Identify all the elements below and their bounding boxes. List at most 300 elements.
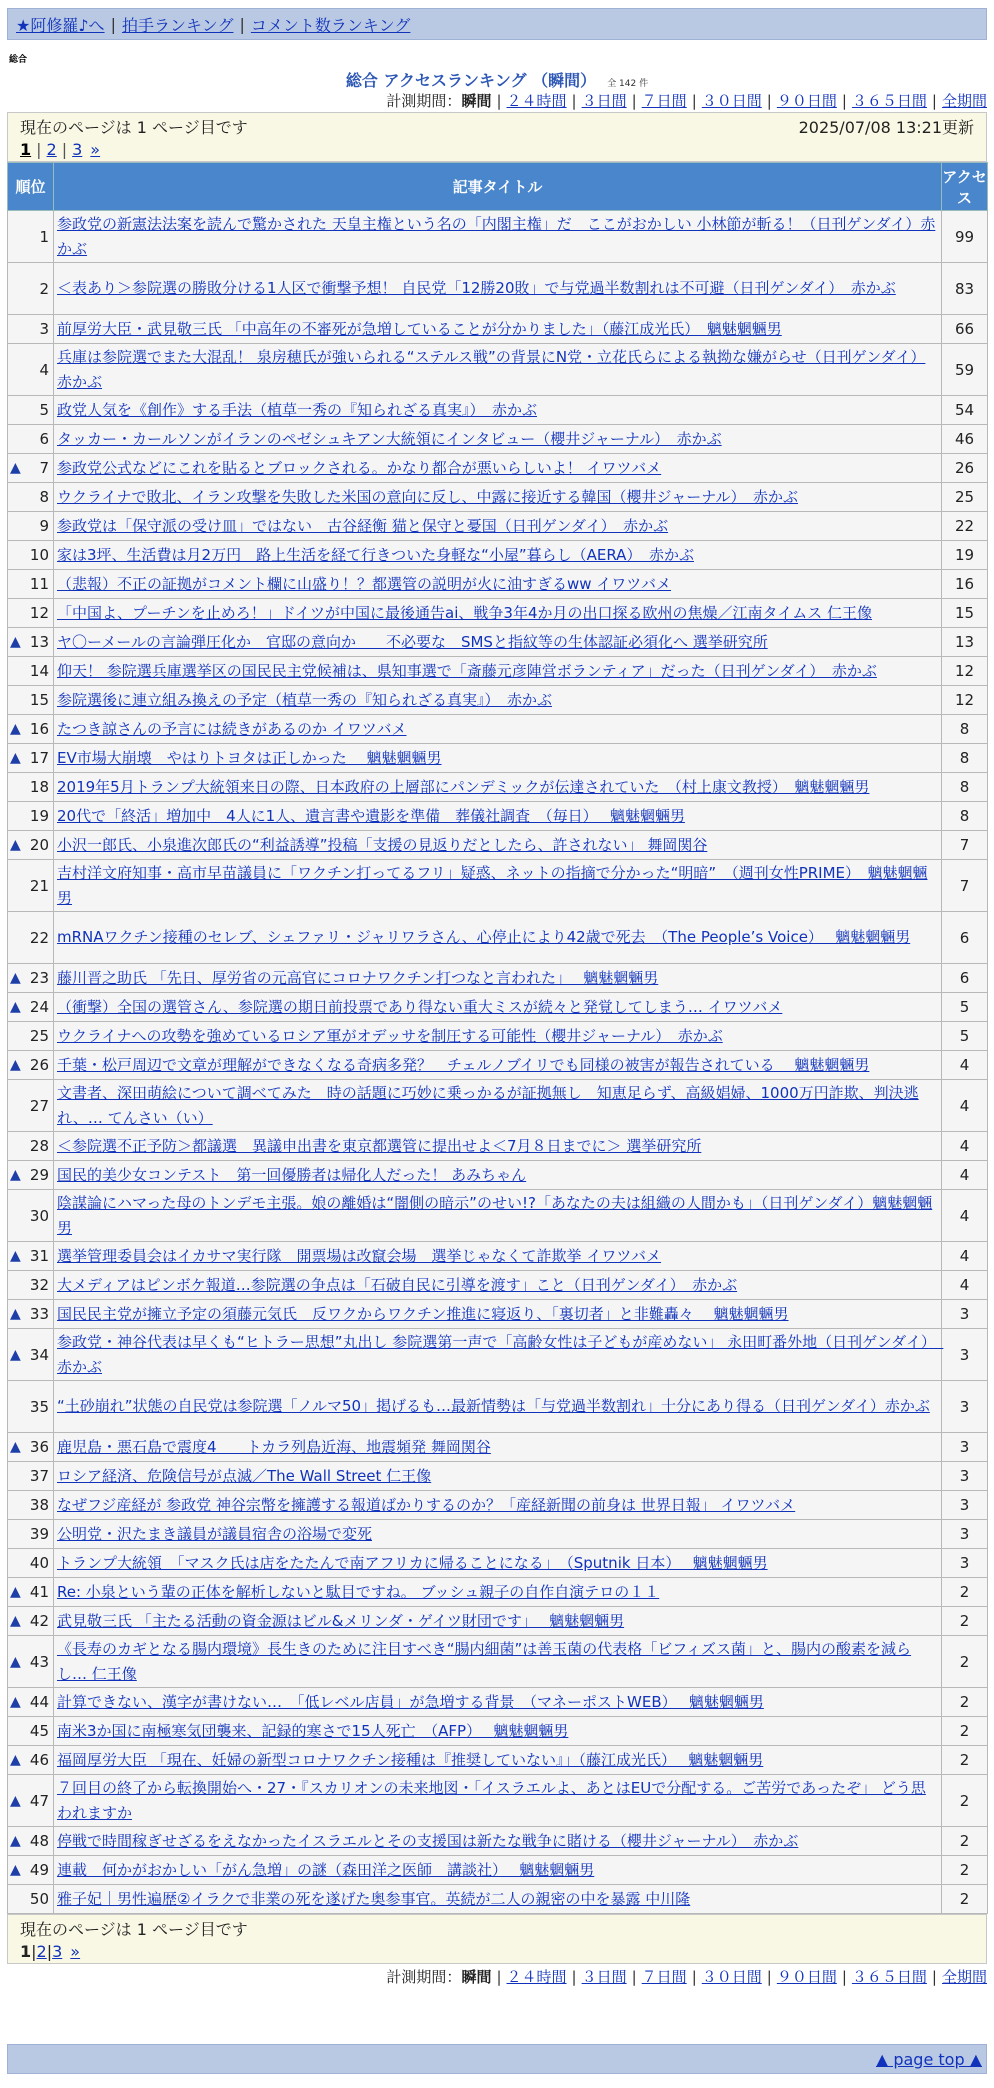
rank-cell <box>8 912 54 964</box>
rank-cell <box>8 599 54 628</box>
title-cell <box>54 1636 942 1688</box>
rank-cell <box>8 425 54 454</box>
article-link[interactable]: 参院選後に連立組み換えの予定（植草一秀の『知られざる真実』） 赤かぶ <box>57 691 553 709</box>
access-count: 4 <box>942 1271 988 1300</box>
pager-links <box>20 1939 974 1963</box>
table-row <box>8 1462 988 1491</box>
rank-number: 44 <box>29 1693 49 1711</box>
pager-separator: | <box>36 139 42 159</box>
article-link[interactable]: ＜参院選不正予防＞都議選 異議申出書を東京都選管に提出せよ＜7月８日までに＞ 選挙研究所 <box>57 1137 702 1155</box>
access-count: 2 <box>942 1775 988 1827</box>
pager-top <box>7 112 987 162</box>
title-cell <box>54 1271 942 1300</box>
rank-number: 13 <box>29 633 49 651</box>
access-count: 4 <box>942 1080 988 1132</box>
article-link[interactable]: 参政党は「保守派の受け皿」ではない 古谷経衡 猫と保守と憂国（日刊ゲンダイ） 赤かぶ <box>57 517 669 535</box>
access-count: 19 <box>942 541 988 570</box>
rank-number: 24 <box>29 998 49 1016</box>
rank-number: 11 <box>29 575 49 593</box>
title-cell <box>54 744 942 773</box>
table-row <box>8 263 988 315</box>
period-separator: | <box>766 92 772 110</box>
article-link[interactable]: ウクライナで敗北、イラン攻撃を失敗した米国の意向に反し、中露に接近する韓国（櫻井ジャーナル） 赤かぶ <box>57 488 799 506</box>
access-count: 25 <box>942 483 988 512</box>
table-row <box>8 599 988 628</box>
pager-status: 現在のページは 1 ページ目です <box>20 1919 248 1939</box>
table-row <box>8 1051 988 1080</box>
pager-bottom <box>7 1914 987 1964</box>
comment-ranking-link[interactable]: コメント数ランキング <box>250 15 411 35</box>
pager-current-page: 1 <box>20 1941 32 1961</box>
period-separator: | <box>496 92 502 110</box>
period-link-4[interactable]: ９０日間 <box>776 92 837 110</box>
period-separator: | <box>841 1968 847 1986</box>
title-cell <box>54 1688 942 1717</box>
access-count: 83 <box>942 263 988 315</box>
article-link[interactable]: ロシア経済、危険信号が点滅／The Wall Street 仁王像 <box>57 1467 432 1485</box>
period-link-4[interactable]: ９０日間 <box>776 1968 837 1986</box>
rank-number: 10 <box>29 546 49 564</box>
table-row <box>8 831 988 860</box>
rank-number: 42 <box>29 1612 49 1630</box>
rank-number: 29 <box>29 1166 49 1184</box>
rank-number: 18 <box>29 778 49 796</box>
table-row <box>8 1491 988 1520</box>
article-link[interactable]: 《長寿のカギとなる腸内環境》長生きのために注目すべき“腸内細菌”は善玉菌の代表格「ビフィズス菌」と、腸内の酸素を減らし… 仁王像 <box>57 1639 912 1683</box>
period-current: 瞬間 <box>461 92 492 110</box>
access-count: 8 <box>942 802 988 831</box>
period-separator: | <box>766 1968 772 1986</box>
article-link[interactable]: 参政党・神谷代表は早くも“ヒトラー思想”丸出し 参院選第一声で「高齢女性は子どもが産めない」 永田町番外地（日刊ゲンダイ） 赤かぶ <box>57 1332 944 1376</box>
article-link[interactable]: （悲報）不正の証拠がコメント欄に山盛り！？都選管の説明が火に油すぎるww イワツバメ <box>57 575 672 593</box>
period-link-0[interactable]: ２４時間 <box>506 92 567 110</box>
rank-up-icon: ▲ <box>10 1584 21 1600</box>
access-count: 3 <box>942 1329 988 1381</box>
table-row <box>8 1132 988 1161</box>
rank-number: 25 <box>29 1027 49 1045</box>
access-count: 8 <box>942 715 988 744</box>
rank-up-icon: ▲ <box>10 837 21 853</box>
article-link[interactable]: 参政党の新憲法法案を読んで驚かされた 天皇主権という名の「内閣主権」だ ここがおかしい 小林節が斬る！（日刊ゲンダイ）赤かぶ <box>57 214 936 258</box>
table-row <box>8 211 988 263</box>
title-cell <box>54 964 942 993</box>
title-cell <box>54 599 942 628</box>
table-row <box>8 1329 988 1381</box>
article-link[interactable]: 公明党・沢たまき議員が議員宿舎の浴場で変死 <box>57 1525 373 1543</box>
article-link[interactable]: mRNAワクチン接種のセレブ、シェファリ・ジャリワラさん、心停止により42歳で死去 （The People’s Voice） 魑魅魍魎男 <box>57 928 911 946</box>
title-cell <box>54 483 942 512</box>
site-label: 総合 <box>9 55 28 65</box>
rank-cell <box>8 344 54 396</box>
table-row <box>8 802 988 831</box>
table-row <box>8 1381 988 1433</box>
bottom-bar <box>7 2044 987 2074</box>
access-count: 6 <box>942 912 988 964</box>
title-cell <box>54 454 942 483</box>
rank-cell <box>8 570 54 599</box>
period-link-3[interactable]: ３０日間 <box>701 92 762 110</box>
rank-cell <box>8 1688 54 1717</box>
table-row <box>8 1433 988 1462</box>
pager-page-link[interactable]: 2 <box>36 1941 47 1961</box>
article-link[interactable]: たつき諒さんの予言には続きがあるのか イワツバメ <box>57 720 407 738</box>
rank-cell <box>8 1775 54 1827</box>
access-count: 4 <box>942 1132 988 1161</box>
period-separator: | <box>841 92 847 110</box>
table-row <box>8 1520 988 1549</box>
rank-cell <box>8 512 54 541</box>
table-row <box>8 1161 988 1190</box>
period-selector <box>7 90 987 112</box>
period-separator: | <box>496 1968 502 1986</box>
article-link[interactable]: 参政党公式などにこれを貼るとブロックされる。かなり都合が悪いらしいよ！ イワツバメ <box>57 459 662 477</box>
access-count: 5 <box>942 1022 988 1051</box>
title-cell <box>54 263 942 315</box>
table-row <box>8 1300 988 1329</box>
title-cell <box>54 802 942 831</box>
article-link[interactable]: 「中国よ、プーチンを止めろ！」ドイツが中国に最後通告ai、戦争3年4か月の出口探る欧州の焦燥／江南タイムス 仁王像 <box>57 604 872 622</box>
article-link[interactable]: 鹿児島・悪石島で震度4 トカラ列島近海、地震頻発 舞岡関谷 <box>57 1438 491 1456</box>
article-link[interactable]: 仰天！ 参院選兵庫選挙区の国民民主党候補は、県知事選で「斎藤元彦陣営ボランティア」だった（日刊ゲンダイ） 赤かぶ <box>57 662 877 680</box>
rank-up-icon: ▲ <box>10 1792 21 1809</box>
article-link[interactable]: 小沢一郎氏、小泉進次郎氏の“利益誘導”投稿「支援の見返りだとしたら、許されない」 舞岡関谷 <box>57 836 708 854</box>
access-count: 12 <box>942 686 988 715</box>
period-selector-bottom <box>7 1966 987 1988</box>
ranking-table <box>7 162 988 1914</box>
rank-cell <box>8 1080 54 1132</box>
rank-up-icon: ▲ <box>10 1439 21 1455</box>
col-rank-header: 順位 <box>8 163 54 211</box>
table-row <box>8 425 988 454</box>
period-link-1[interactable]: ３日間 <box>581 92 627 110</box>
rank-cell <box>8 1190 54 1242</box>
title-cell <box>54 1300 942 1329</box>
period-link-5[interactable]: ３６５日間 <box>851 92 927 110</box>
title-cell <box>54 628 942 657</box>
rank-cell <box>8 1462 54 1491</box>
rank-number: 35 <box>29 1397 49 1416</box>
rank-number: 15 <box>29 691 49 709</box>
title-cell <box>54 686 942 715</box>
rank-number: 7 <box>39 459 49 477</box>
rank-up-icon: ▲ <box>10 721 21 737</box>
rank-cell <box>8 831 54 860</box>
rank-cell <box>8 1051 54 1080</box>
article-link[interactable]: 選挙管理委員会はイカサマ実行隊 開票場は改竄会場 選挙じゃなくて詐欺挙 イワツバメ <box>57 1247 662 1265</box>
rank-number: 36 <box>29 1438 49 1456</box>
pager-page-link[interactable]: 2 <box>46 139 57 159</box>
article-link[interactable]: “土砂崩れ”状態の自民党は参院選「ノルマ50」掲げるも…最新情勢は「与党過半数割れ」十分にあり得る（日刊ゲンダイ）赤かぶ <box>57 1397 930 1415</box>
col-access-header: アクセス <box>942 163 988 211</box>
article-link[interactable]: 兵庫は参院選でまた大混乱！ 泉房穂氏が強いられる“ステルス戦”の背景にN党・立花氏らによる執拗な嫌がらせ（日刊ゲンダイ）赤かぶ <box>57 347 926 391</box>
rank-cell <box>8 396 54 425</box>
table-row <box>8 993 988 1022</box>
access-count: 7 <box>942 860 988 912</box>
pager-current-page: 1 <box>20 139 32 159</box>
rank-number: 12 <box>29 604 49 622</box>
rank-number: 1 <box>39 227 49 246</box>
title-cell <box>54 1607 942 1636</box>
ranking-header <box>7 68 987 90</box>
title-cell <box>54 1433 942 1462</box>
rank-cell <box>8 454 54 483</box>
rank-number: 20 <box>29 836 49 854</box>
table-row <box>8 1607 988 1636</box>
title-cell <box>54 1491 942 1520</box>
period-link-6[interactable]: 全期間 <box>941 92 987 110</box>
article-link[interactable]: 千葉・松戸周辺で文章が理解ができなくなる奇病多発？ チェルノブイリでも同様の被害が報告されている 魑魅魍魎男 <box>57 1056 870 1074</box>
table-row <box>8 1080 988 1132</box>
access-count: 13 <box>942 628 988 657</box>
table-row <box>8 715 988 744</box>
rank-number: 16 <box>29 720 49 738</box>
article-link[interactable]: Re: 小泉という輩の正体を解析しないと駄目ですね。 ブッシュ親子の自作自演テロの１１ <box>57 1583 660 1601</box>
article-link[interactable]: ＜表あり＞参院選の勝敗分ける1人区で衝撃予想！ 自民党「12勝20敗」で与党過半数割れは不可避（日刊ゲンダイ） 赤かぶ <box>57 279 896 297</box>
rank-cell <box>8 1271 54 1300</box>
title-cell <box>54 1190 942 1242</box>
period-separator: | <box>571 1968 577 1986</box>
title-cell <box>54 1022 942 1051</box>
period-link-0[interactable]: ２４時間 <box>506 1968 567 1986</box>
access-count: 3 <box>942 1549 988 1578</box>
title-cell <box>54 1242 942 1271</box>
title-cell <box>54 1051 942 1080</box>
rank-number: 38 <box>29 1496 49 1514</box>
rank-cell <box>8 964 54 993</box>
access-count: 3 <box>942 1491 988 1520</box>
article-link[interactable]: 南米3か国に南極寒気団襲来、記録的寒さで15人死亡 （AFP） 魑魅魍魎男 <box>57 1722 569 1740</box>
access-count: 3 <box>942 1433 988 1462</box>
pager-separator: | <box>31 1941 37 1961</box>
table-row <box>8 1746 988 1775</box>
period-link-2[interactable]: ７日間 <box>641 92 687 110</box>
access-count: 2 <box>942 1856 988 1885</box>
period-current: 瞬間 <box>461 1968 492 1986</box>
article-link[interactable]: 大メディアはピンボケ報道…参院選の争点は「石破自民に引導を渡す」こと（日刊ゲンダイ） 赤かぶ <box>57 1276 738 1294</box>
access-count: 2 <box>942 1607 988 1636</box>
table-row <box>8 1827 988 1856</box>
rank-up-icon: ▲ <box>10 1057 21 1073</box>
table-row <box>8 454 988 483</box>
rank-cell <box>8 1827 54 1856</box>
rank-up-icon: ▲ <box>10 999 21 1015</box>
table-row <box>8 744 988 773</box>
article-link[interactable]: （衝撃）全国の選管さん、参院選の期日前投票であり得ない重大ミスが続々と発覚してしまう… イワツバメ <box>57 998 783 1016</box>
access-count: 2 <box>942 1827 988 1856</box>
rank-number: 4 <box>39 360 49 379</box>
rank-cell <box>8 1433 54 1462</box>
article-link[interactable]: ウクライナへの攻勢を強めているロシア軍がオデッサを制圧する可能性（櫻井ジャーナル） 赤かぶ <box>57 1027 723 1045</box>
article-link[interactable]: 藤川晋之助氏 「先日、厚労省の元高官にコロナワクチン打つなと言われた」 魑魅魍魎男 <box>57 969 659 987</box>
table-row <box>8 964 988 993</box>
rank-number: 48 <box>29 1832 49 1850</box>
article-link[interactable]: 雅子妃｜男性遍歴②イラクで非業の死を遂げた奥参事官。英続が二人の親密の中を暴露 中川隆 <box>57 1890 691 1908</box>
access-count: 7 <box>942 831 988 860</box>
rank-number: 50 <box>29 1890 49 1908</box>
article-link[interactable]: なぜフジ産経が 参政党 神谷宗幣を擁護する報道ばかりするのか？「産経新聞の前身は 世界日報」 イワツバメ <box>57 1496 796 1514</box>
rank-number: 14 <box>29 662 49 680</box>
title-cell <box>54 315 942 344</box>
article-link[interactable]: 福岡厚労大臣 「現在、妊婦の新型コロナワクチン接種は『推奨していない』」（藤江成光氏） 魑魅魍魎男 <box>57 1751 764 1769</box>
table-row <box>8 657 988 686</box>
total-count: 全 142 件 <box>607 79 649 89</box>
title-cell <box>54 657 942 686</box>
title-cell <box>54 1132 942 1161</box>
rank-cell <box>8 628 54 657</box>
article-link[interactable]: ７回目の終了から転換開始へ・27・『スカリオンの未来地図・「イスラエルよ、あとはEUで分配する。ご苦労であったぞ」 どう思われますか <box>57 1778 926 1822</box>
title-cell <box>54 1381 942 1433</box>
table-row <box>8 1688 988 1717</box>
article-link[interactable]: 吉村洋文府知事・高市早苗議員に「ワクチン打ってるフリ」疑惑、ネットの指摘で分かった“明暗” （週刊女性PRIME） 魑魅魍魎男 <box>57 863 928 907</box>
title-cell <box>54 570 942 599</box>
article-link[interactable]: 政党人気を《創作》する手法（植草一秀の『知られざる真実』） 赤かぶ <box>57 401 538 419</box>
access-count: 16 <box>942 570 988 599</box>
article-link[interactable]: 連載 何かがおかしい「がん急増」の謎（森田洋之医師 講談社） 魑魅魍魎男 <box>57 1861 595 1879</box>
rank-cell <box>8 686 54 715</box>
period-separator: | <box>571 92 577 110</box>
table-row <box>8 912 988 964</box>
rank-cell <box>8 1242 54 1271</box>
title-cell <box>54 344 942 396</box>
article-link[interactable]: 2019年5月トランプ大統領来日の際、日本政府の上層部にパンデミックが伝達されていた （村上康文教授） 魑魅魍魎男 <box>57 778 870 796</box>
page-top-link[interactable]: ▲ page top ▲ <box>875 2049 982 2069</box>
rank-number: 17 <box>29 749 49 767</box>
table-row <box>8 512 988 541</box>
rank-cell <box>8 211 54 263</box>
article-link[interactable]: 国民的美少女コンテスト 第一回優勝者は帰化人だった！ あみちゃん <box>57 1166 527 1184</box>
title-cell <box>54 860 942 912</box>
pager-page-link[interactable]: 3 <box>72 139 83 159</box>
title-cell <box>54 1578 942 1607</box>
rank-up-icon: ▲ <box>10 1752 21 1768</box>
rank-up-icon: ▲ <box>10 460 21 476</box>
article-link[interactable]: EV市場大崩壊 やはりトヨタは正しかった 魑魅魍魎男 <box>57 749 442 767</box>
article-link[interactable]: 陰謀論にハマった母のトンデモ主張。娘の離婚は“闇側の暗示”のせい!?「あなたの夫は組織の人間かも」（日刊ゲンダイ）魑魅魍魎男 <box>57 1193 933 1237</box>
access-count: 2 <box>942 1746 988 1775</box>
rank-up-icon: ▲ <box>10 634 21 650</box>
pager-links <box>20 137 974 161</box>
table-row <box>8 570 988 599</box>
pager-page-link[interactable]: 3 <box>52 1941 63 1961</box>
rank-up-icon: ▲ <box>10 1833 21 1849</box>
rank-number: 37 <box>29 1467 49 1485</box>
access-count: 26 <box>942 454 988 483</box>
article-link[interactable]: タッカー・カールソンがイランのペゼシュキアン大統領にインタビュー（櫻井ジャーナル） 赤かぶ <box>57 430 722 448</box>
rank-cell <box>8 1607 54 1636</box>
access-count: 8 <box>942 744 988 773</box>
article-link[interactable]: 国民民主党が擁立予定の須藤元気氏 反ワクからワクチン推進に寝返り、「裏切者」と非難轟々 魑魅魍魎男 <box>57 1305 789 1323</box>
rank-cell <box>8 1300 54 1329</box>
rank-number: 9 <box>39 517 49 535</box>
applause-ranking-link[interactable]: 拍手ランキング <box>121 15 234 35</box>
article-link[interactable]: 家は3坪、生活費は月2万円 路上生活を経て行きついた身軽な“小屋”暮らし（AERA） 赤かぶ <box>57 546 694 564</box>
nav-separator: | <box>239 14 245 34</box>
rank-number: 22 <box>29 928 49 947</box>
rank-number: 32 <box>29 1276 49 1294</box>
access-count: 4 <box>942 1051 988 1080</box>
access-count: 8 <box>942 773 988 802</box>
period-link-6[interactable]: 全期間 <box>941 1968 987 1986</box>
pager-separator: | <box>61 139 68 159</box>
rank-cell <box>8 315 54 344</box>
title-cell <box>54 715 942 744</box>
article-link[interactable]: 停戦で時間稼ぎせざるをえなかったイスラエルとその支援国は新たな戦争に賭ける（櫻井ジャーナル） 赤かぶ <box>57 1832 799 1850</box>
rank-up-icon: ▲ <box>10 1653 21 1670</box>
period-link-3[interactable]: ３０日間 <box>701 1968 762 1986</box>
rank-cell <box>8 541 54 570</box>
title-cell <box>54 211 942 263</box>
rank-cell <box>8 1022 54 1051</box>
period-separator: | <box>631 92 637 110</box>
period-label: 計測期間： <box>386 1968 462 1986</box>
table-row <box>8 1717 988 1746</box>
access-count: 22 <box>942 512 988 541</box>
article-link[interactable]: 20代で「終活」増加中 4人に1人、遺言書や遺影を準備 葬儀社調査 （毎日） 魑魅魍魎男 <box>57 807 685 825</box>
article-link[interactable]: ヤ〇ーメールの言論弾圧化か 官邸の意向か 不必要な SMSと指紋等の生体認証必須化へ 選挙研究所 <box>57 633 768 651</box>
rank-up-icon: ▲ <box>10 970 21 986</box>
access-count: 2 <box>942 1636 988 1688</box>
home-link[interactable]: ★阿修羅♪へ <box>16 15 105 35</box>
period-link-5[interactable]: ３６５日間 <box>851 1968 927 1986</box>
title-cell <box>54 1717 942 1746</box>
title-cell <box>54 1520 942 1549</box>
article-link[interactable]: 文書者、深田萌絵について調べてみた 時の話題に巧妙に乗っかるが証拠無し 知恵足らず、高級娼婦、1000万円詐欺、判決逃れ、… てんさい（い） <box>57 1083 919 1127</box>
access-count: 59 <box>942 344 988 396</box>
access-count: 3 <box>942 1381 988 1433</box>
title-cell <box>54 831 942 860</box>
title-cell <box>54 1856 942 1885</box>
table-row <box>8 686 988 715</box>
period-separator: | <box>691 1968 697 1986</box>
access-count: 3 <box>942 1520 988 1549</box>
title-cell <box>54 773 942 802</box>
rank-number: 43 <box>29 1652 49 1671</box>
period-separator: | <box>691 92 697 110</box>
article-link[interactable]: 前厚労大臣・武見敬三氏 「中高年の不審死が急増していることが分かりました」（藤江成光氏） 魑魅魍魎男 <box>57 320 782 338</box>
article-link[interactable]: 武見敬三氏 「主たる活動の資金源はビル&メリンダ・ゲイツ財団です」 魑魅魍魎男 <box>57 1612 625 1630</box>
rank-cell <box>8 860 54 912</box>
rank-cell <box>8 993 54 1022</box>
rank-number: 5 <box>39 401 49 419</box>
period-link-2[interactable]: ７日間 <box>641 1968 687 1986</box>
rank-number: 26 <box>29 1056 49 1074</box>
access-count: 2 <box>942 1885 988 1914</box>
title-cell <box>54 396 942 425</box>
table-row <box>8 1775 988 1827</box>
rank-cell <box>8 773 54 802</box>
rank-cell <box>8 1520 54 1549</box>
top-nav-bar <box>7 8 987 40</box>
article-link[interactable]: トランプ大統領 「マスク氏は店をたたんで南アフリカに帰ることになる」 （Sputnik 日本） 魑魅魍魎男 <box>57 1554 768 1572</box>
access-count: 54 <box>942 396 988 425</box>
period-link-1[interactable]: ３日間 <box>581 1968 627 1986</box>
updated-time: 2025/07/08 13:21更新 <box>798 117 974 137</box>
table-row <box>8 860 988 912</box>
table-row <box>8 1578 988 1607</box>
title-cell <box>54 1329 942 1381</box>
rank-number: 31 <box>29 1247 49 1265</box>
access-count: 5 <box>942 993 988 1022</box>
rank-number: 30 <box>29 1206 49 1225</box>
table-row <box>8 1022 988 1051</box>
article-link[interactable]: 計算できない、漢字が書けない… 「低レベル店員」が急増する背景 （マネーポストWEB） 魑魅魍魎男 <box>57 1693 764 1711</box>
pager-next-link[interactable]: » <box>70 1941 81 1961</box>
table-row <box>8 344 988 396</box>
access-count: 4 <box>942 1161 988 1190</box>
col-title-header: 記事タイトル <box>54 163 942 211</box>
rank-number: 46 <box>29 1751 49 1769</box>
pager-next-link[interactable]: » <box>90 139 101 159</box>
